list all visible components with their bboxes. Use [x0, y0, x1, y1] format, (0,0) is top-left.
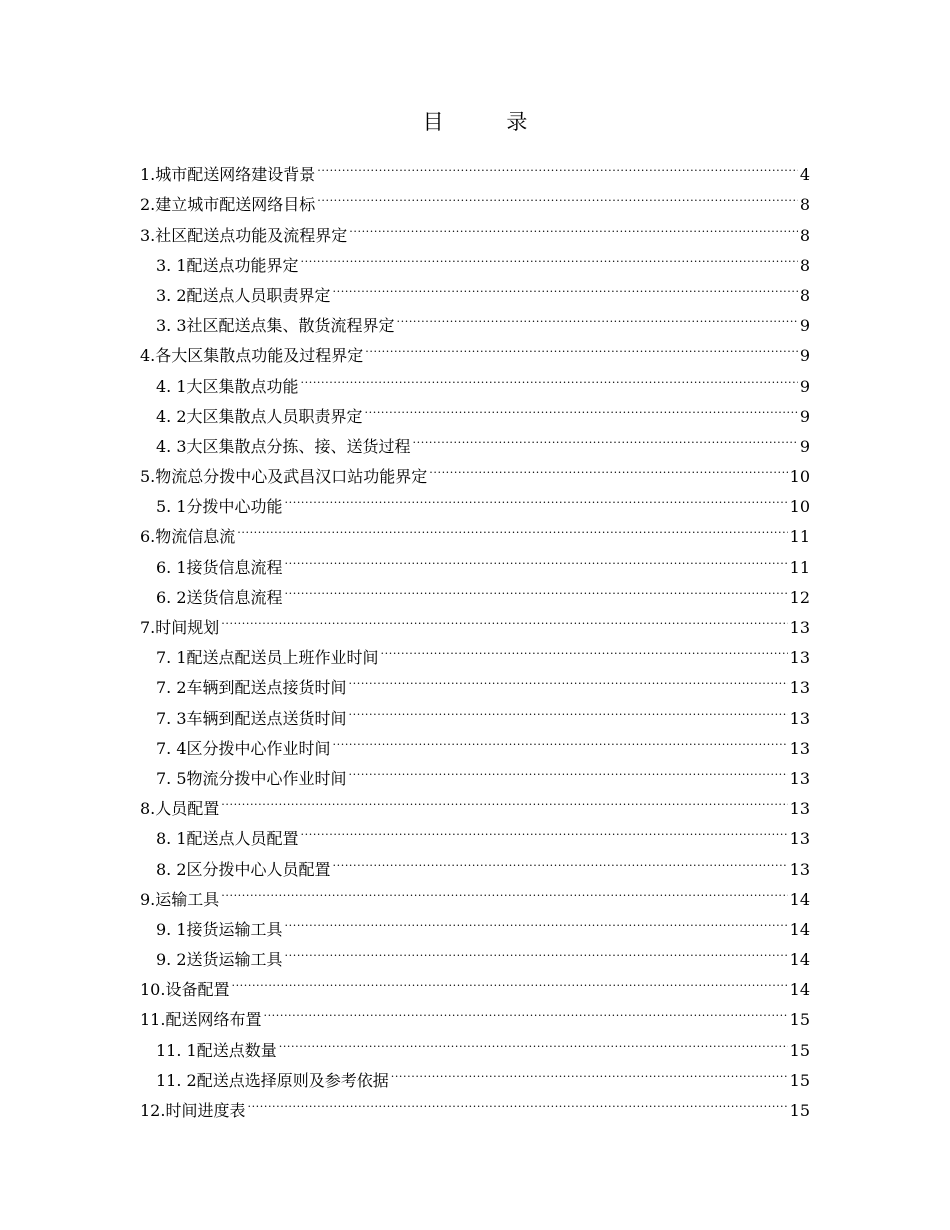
toc-dot-leader	[231, 965, 787, 995]
toc-entry[interactable]	[140, 905, 810, 939]
toc-entry-number: 5. 1	[156, 497, 187, 517]
toc-entry-number: 11. 2	[156, 1070, 197, 1090]
toc-dot-leader	[333, 844, 788, 874]
toc-dot-leader	[349, 663, 788, 693]
toc-entry-number: 4. 2	[156, 406, 187, 426]
toc-entry-title: 时间规划	[155, 618, 220, 637]
toc-entry[interactable]	[140, 875, 810, 909]
toc-entry-title: 配送点数量	[196, 1040, 277, 1060]
toc-entry-page-number: 13	[789, 859, 810, 879]
toc-dot-leader	[247, 1086, 787, 1116]
toc-dot-leader	[333, 271, 798, 301]
toc-dot-leader	[285, 935, 788, 965]
toc-entry-page-number: 13	[789, 618, 810, 637]
toc-entry-number: 4.	[140, 346, 156, 366]
toc-entry-title: 人员配置	[155, 799, 220, 819]
toc-dot-leader	[429, 452, 787, 482]
toc-entry-number: 9. 2	[156, 950, 187, 970]
toc-entry-number: 2.	[140, 195, 156, 215]
toc-dot-leader	[349, 693, 788, 723]
toc-entry-title: 配送点配送员上班作业时间	[186, 648, 379, 668]
toc-dot-leader	[349, 754, 788, 784]
toc-entry-page-number: 14	[789, 950, 810, 970]
toc-entry-page-number: 10	[789, 467, 810, 487]
toc-dot-leader	[365, 331, 798, 361]
toc-dot-leader	[285, 482, 788, 512]
toc-entry[interactable]	[140, 633, 810, 668]
toc-dot-leader	[413, 422, 798, 452]
toc-entry-title: 物流分拨中心作业时间	[186, 768, 347, 788]
toc-dot-leader	[279, 1025, 788, 1055]
toc-entry-page-number: 14	[789, 889, 810, 909]
toc-entry-number: 3. 3	[156, 316, 187, 336]
toc-entry-title: 设备配置	[165, 980, 230, 1000]
toc-entry-title: 送货信息流程	[186, 587, 283, 607]
toc-entry-number: 10.	[140, 980, 166, 1000]
toc-entry-title: 时间进度表	[165, 1101, 246, 1120]
toc-entry-number: 7. 4	[156, 738, 187, 758]
toc-entry-title: 车辆到配送点接货时间	[186, 678, 347, 698]
toc-entry[interactable]	[140, 542, 810, 577]
toc-dot-leader	[237, 512, 787, 542]
toc-entry-number: 5.	[140, 467, 156, 487]
toc-dot-leader	[221, 784, 787, 814]
toc-entry-number: 4. 3	[156, 436, 187, 456]
toc-entry-title: 社区配送点功能及流程界定	[155, 225, 348, 245]
toc-entry-title: 物流信息流	[155, 527, 236, 547]
toc-entry-page-number: 8	[799, 195, 810, 215]
toc-entry-page-number: 13	[789, 829, 810, 849]
toc-dot-leader	[285, 573, 788, 603]
toc-entry-number: 7. 1	[156, 648, 187, 668]
toc-entry[interactable]	[140, 784, 810, 819]
toc-entry-number: 3. 2	[156, 285, 187, 305]
toc-dot-leader	[317, 150, 798, 180]
toc-entry[interactable]	[140, 512, 810, 547]
toc-entry-page-number: 13	[789, 678, 810, 698]
toc-entry-number: 11.	[140, 1010, 166, 1030]
toc-entry-page-number: 15	[789, 1101, 810, 1120]
toc-entry-page-number: 13	[789, 738, 810, 758]
toc-entry-number: 6. 2	[156, 587, 187, 607]
toc-dot-leader	[263, 995, 787, 1025]
toc-dot-leader	[221, 875, 787, 905]
toc-entry-number: 7. 3	[156, 708, 187, 728]
toc-dot-leader	[285, 542, 788, 572]
toc-entry-page-number: 12	[789, 587, 810, 607]
toc-entry-number: 8. 1	[156, 829, 187, 849]
toc-entry-page-number: 8	[799, 255, 810, 275]
toc-entry-page-number: 15	[789, 1010, 810, 1030]
toc-title: 目 录	[422, 110, 556, 134]
toc-entry-page-number: 13	[789, 708, 810, 728]
toc-entry-title: 送货运输工具	[186, 950, 283, 970]
toc-entry-number: 9.	[140, 889, 156, 909]
toc-entry[interactable]	[140, 995, 810, 1030]
toc-entry-title: 接货信息流程	[186, 557, 283, 577]
toc-entry-title: 配送网络布置	[165, 1010, 262, 1030]
toc-dot-leader	[301, 814, 788, 844]
toc-entry-page-number: 11	[789, 557, 810, 577]
toc-dot-leader	[301, 241, 798, 271]
toc-entry-page-number: 8	[799, 285, 810, 305]
toc-entry-title: 社区配送点集、散货流程界定	[186, 316, 395, 336]
toc-entry-title: 物流总分拨中心及武昌汉口站功能界定	[155, 467, 428, 487]
toc-entry-title: 配送点选择原则及参考依据	[196, 1070, 389, 1090]
toc-dot-leader	[285, 905, 788, 935]
toc-entry-page-number: 13	[789, 768, 810, 788]
toc-list	[140, 150, 810, 1120]
toc-entry-page-number: 15	[789, 1040, 810, 1060]
toc-entry-page-number: 9	[799, 436, 810, 456]
toc-entry-page-number: 9	[799, 346, 810, 366]
toc-dot-leader	[221, 603, 787, 633]
toc-entry[interactable]	[140, 150, 810, 185]
toc-entry-number: 11. 1	[156, 1040, 197, 1060]
toc-entry-page-number: 10	[789, 497, 810, 517]
toc-entry-page-number: 14	[789, 919, 810, 939]
toc-entry-title: 车辆到配送点送货时间	[186, 708, 347, 728]
toc-entry-title: 区分拨中心作业时间	[186, 738, 331, 758]
toc-dot-leader	[301, 361, 798, 391]
toc-entry-number: 1.	[140, 165, 156, 185]
toc-entry-title: 建立城市配送网络目标	[155, 195, 316, 215]
toc-entry-title: 配送点人员职责界定	[186, 285, 331, 305]
toc-entry[interactable]	[140, 814, 810, 849]
toc-dot-leader	[349, 210, 798, 240]
toc-entry-title: 接货运输工具	[186, 919, 283, 939]
toc-dot-leader	[333, 724, 788, 754]
toc-dot-leader	[365, 392, 798, 422]
toc-entry-title: 城市配送网络建设背景	[155, 165, 316, 185]
toc-entry-page-number: 9	[799, 406, 810, 426]
toc-entry-page-number: 14	[789, 980, 810, 1000]
toc-entry-number: 8. 2	[156, 859, 187, 879]
toc-entry[interactable]	[140, 965, 810, 1000]
toc-entry-page-number: 13	[789, 799, 810, 819]
toc-entry-title: 配送点功能界定	[186, 255, 299, 275]
toc-entry-number: 7.	[140, 618, 156, 637]
toc-entry-page-number: 4	[799, 165, 810, 185]
toc-entry-title: 大区集散点功能	[186, 376, 299, 396]
toc-entry-number: 3. 1	[156, 255, 187, 275]
toc-entry-number: 7. 2	[156, 678, 187, 698]
toc-entry-number: 4. 1	[156, 376, 187, 396]
toc-entry-number: 6. 1	[156, 557, 187, 577]
toc-entry-number: 3.	[140, 225, 156, 245]
toc-dot-leader	[397, 301, 798, 331]
toc-entry-title: 区分拨中心人员配置	[186, 859, 331, 879]
toc-entry-number: 6.	[140, 527, 156, 547]
toc-entry-page-number: 9	[799, 376, 810, 396]
toc-entry[interactable]	[140, 603, 810, 637]
toc-entry-number: 9. 1	[156, 919, 187, 939]
toc-entry-title: 运输工具	[155, 889, 220, 909]
toc-dot-leader	[391, 1056, 788, 1086]
toc-entry-page-number: 15	[789, 1070, 810, 1090]
toc-dot-leader	[317, 180, 798, 210]
toc-entry-title: 配送点人员配置	[186, 829, 299, 849]
toc-entry-number: 8.	[140, 799, 156, 819]
toc-entry-title: 大区集散点分拣、接、送货过程	[186, 436, 411, 456]
toc-entry-page-number: 13	[789, 648, 810, 668]
toc-entry-title: 各大区集散点功能及过程界定	[155, 346, 364, 366]
toc-entry-title: 大区集散点人员职责界定	[186, 406, 363, 426]
toc-entry-page-number: 11	[789, 527, 810, 547]
toc-entry-title: 分拨中心功能	[186, 497, 283, 517]
toc-entry-number: 7. 5	[156, 768, 187, 788]
toc-dot-leader	[381, 633, 788, 663]
toc-entry-page-number: 9	[799, 316, 810, 336]
toc-entry-page-number: 8	[799, 225, 810, 245]
toc-entry-number: 12.	[140, 1101, 166, 1120]
